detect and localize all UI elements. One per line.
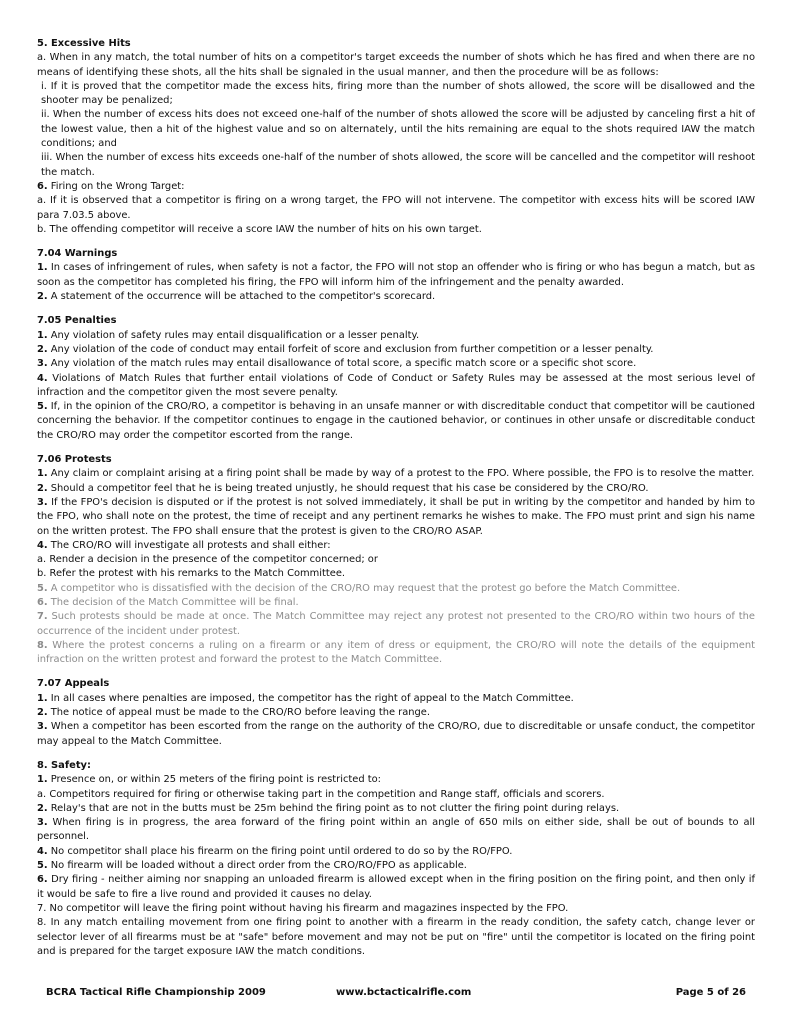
- section: [37, 247, 755, 304]
- paragraph-text: a. If it is observed that a competitor is firing on a wrong target, the FPO will not intervene. The competitor with excess hits will be scored IAW para 7.03.5 above.: [37, 195, 755, 221]
- item-number: 4.: [37, 845, 48, 857]
- paragraph: [37, 223, 755, 237]
- section-heading: 8. Safety:: [37, 759, 91, 771]
- item-number: 1.: [37, 329, 48, 341]
- item-number: 2.: [37, 291, 48, 303]
- paragraph: [37, 372, 755, 401]
- paragraph: [37, 482, 755, 496]
- paragraph-text: In cases of infringement of rules, when safety is not a factor, the FPO will not stop an offender who is firing or who has begun a match, but as soon as the competitor has completed his firing, the FPO will inform him of the infringement and the penalty awarded.: [37, 262, 755, 288]
- paragraph-text: a. Render a decision in the presence of the competitor concerned; or: [37, 554, 378, 566]
- section-heading: 7.05 Penalties: [37, 315, 117, 327]
- paragraph-text: The decision of the Match Committee will be final.: [47, 596, 299, 608]
- item-number: 5.: [37, 860, 48, 872]
- paragraph: [37, 261, 755, 290]
- paragraph-text: If the FPO's decision is disputed or if the protest is not solved immediately, it shall be put in writing by the competitor and handed by him to the FPO, who shall note on the protest, the time of receipt and any pertinent remarks he wishes to make. The FPO must print and sign his name on the written protest. The FPO shall ensure that the protest is given to the CRO/RO ASAP.: [37, 496, 755, 537]
- paragraph-text: b. The offending competitor will receive a score IAW the number of hits on his own target.: [37, 223, 482, 235]
- footer-title: BCRA Tactical Rifle Championship 2009: [46, 987, 266, 998]
- paragraph: [37, 596, 755, 610]
- paragraph-text: If, in the opinion of the CRO/RO, a competitor is behaving in an unsafe manner or with discreditable conduct that competitor will be cautioned concerning the behavior. If the competitor continues to engage in the cautioned behavior, or continues in other unsafe or discreditable conduct the CRO/RO may order the competitor escorted from the range.: [37, 401, 755, 441]
- paragraph: [37, 467, 755, 481]
- paragraph: [37, 845, 755, 859]
- paragraph-text: ii. When the number of excess hits does not exceed one-half of the number of shots allowed the score will be adjusted by canceling first a hit of the lowest value, then a hit of the highest value and so on alternately, until the hits remaining are equal to the shots required IAW the match conditions; and: [41, 109, 755, 150]
- paragraph: [37, 496, 755, 539]
- paragraph-text: a. Competitors required for firing or otherwise taking part in the competition and Range staff, officials and scorers.: [37, 788, 605, 800]
- paragraph-text: In any match entailing movement from one firing point to another with a firearm in the ready condition, the safety catch, change lever or selector lever of all firearms must be at "safe" before movement and may not be put on "fire" until the competitor is located on the firing point and is prepared for the target exposure IAW the match conditions.: [37, 917, 755, 957]
- paragraph: [37, 108, 755, 151]
- paragraph-text: iii. When the number of excess hits exceeds one-half of the number of shots allowed, the score will be cancelled and the competitor will reshoot the match.: [41, 152, 755, 178]
- paragraph-text: Such protests should be made at once. The Match Committee may reject any protest not presented to the CRO/RO within two hours of the occurrence of the incident under protest.: [37, 611, 755, 637]
- paragraph: [37, 773, 755, 787]
- paragraph: [37, 180, 755, 194]
- paragraph-text: A statement of the occurrence will be attached to the competitor's scorecard.: [47, 291, 436, 303]
- section: [37, 677, 755, 748]
- item-number: 6.: [37, 596, 48, 608]
- paragraph: [37, 916, 755, 959]
- paragraph-text: The CRO/RO will investigate all protests and shall either:: [47, 539, 331, 551]
- page-footer: [46, 987, 746, 1003]
- paragraph: [37, 582, 755, 596]
- item-number: 5.: [37, 582, 48, 594]
- paragraph: [37, 802, 755, 816]
- item-number: 8.: [37, 639, 48, 651]
- paragraph: [37, 902, 755, 916]
- item-number: 3.: [37, 496, 48, 508]
- paragraph: [37, 80, 755, 109]
- footer-page-number: Page 5 of 26: [675, 987, 746, 998]
- paragraph: [37, 859, 755, 873]
- paragraph-text: Any violation of the match rules may entail disallowance of total score, a specific match score or a specific shot score.: [47, 358, 637, 370]
- paragraph-text: The notice of appeal must be made to the CRO/RO before leaving the range.: [47, 707, 431, 719]
- paragraph-text: Dry firing - neither aiming nor snapping an unloaded firearm is allowed except when in the firing position on the firing point, and then only if it would be safe to fire a live round and provided it causes no delay.: [37, 874, 755, 900]
- section: [37, 314, 755, 443]
- item-number: 2.: [37, 482, 48, 494]
- paragraph: [37, 400, 755, 443]
- section: [37, 759, 755, 959]
- section: [37, 453, 755, 667]
- paragraph-text: When firing is in progress, the area forward of the firing point within an angle of 650 mils on either side, shall be out of bounds to all personnel.: [37, 817, 755, 843]
- item-number: 3.: [37, 721, 48, 733]
- item-number: 2.: [37, 343, 48, 355]
- paragraph: [37, 357, 755, 371]
- paragraph-text: a. When in any match, the total number of hits on a competitor's target exceeds the number of shots which he has fired and when there are no means of identifying these shots, all the hits shall be signaled in the usual manner, and then the procedure will be as follows:: [37, 52, 755, 78]
- item-number: 4.: [37, 539, 48, 551]
- item-number: 1.: [37, 262, 48, 274]
- item-number: 1.: [37, 468, 48, 480]
- paragraph: [37, 567, 755, 581]
- section-heading: 5. Excessive Hits: [37, 38, 131, 49]
- paragraph-text: A competitor who is dissatisfied with the decision of the CRO/RO may request that the protest go before the Match Committee.: [47, 582, 681, 594]
- paragraph-text: b. Refer the protest with his remarks to the Match Committee.: [37, 568, 346, 580]
- document-body: [37, 37, 755, 959]
- paragraph: [37, 788, 755, 802]
- item-number: 1.: [37, 692, 48, 704]
- paragraph-text: No competitor shall place his firearm on the firing point until ordered to do so by the RO/FPO.: [47, 845, 513, 857]
- paragraph: [37, 194, 755, 223]
- paragraph: [37, 816, 755, 845]
- paragraph-text: i. If it is proved that the competitor made the excess hits, firing more than the number of shots allowed, the score will be disallowed and the shooter may be penalized;: [41, 80, 755, 107]
- paragraph-text: Relay's that are not in the butts must be 25m behind the firing point as to not clutter the firing point during relays.: [47, 802, 620, 814]
- paragraph: [37, 539, 755, 553]
- paragraph: [37, 290, 755, 304]
- paragraph-text: Any claim or complaint arising at a firing point shall be made by way of a protest to the FPO. Where possible, the FPO is to resolve the matter.: [47, 468, 755, 480]
- section-heading: 7.04 Warnings: [37, 248, 118, 260]
- paragraph: [37, 610, 755, 639]
- item-number: 6.: [37, 180, 48, 192]
- paragraph: [37, 720, 755, 749]
- paragraph: [37, 639, 755, 668]
- paragraph-text: No firearm will be loaded without a direct order from the CRO/RO/FPO as applicable.: [47, 860, 467, 872]
- paragraph: [37, 329, 755, 343]
- item-number: 5.: [37, 401, 48, 413]
- paragraph: [37, 343, 755, 357]
- section-heading: 7.06 Protests: [37, 454, 112, 466]
- section: [37, 37, 755, 237]
- item-number: 4.: [37, 372, 48, 384]
- item-number: 1.: [37, 774, 48, 786]
- item-number: 6.: [37, 874, 48, 886]
- paragraph-text: Where the protest concerns a ruling on a firearm or any item of dress or equipment, the CRO/RO will note the details of the equipment infraction on the written protest and forward the protest to the Match Committee.: [37, 639, 755, 666]
- paragraph: [37, 151, 755, 180]
- item-number: 7.: [37, 611, 48, 623]
- item-number: 3.: [37, 817, 48, 829]
- paragraph: [37, 553, 755, 567]
- paragraph: [37, 873, 755, 902]
- paragraph: [37, 706, 755, 720]
- paragraph-text: Any violation of the code of conduct may entail forfeit of score and exclusion from further competition or a lesser penalty.: [47, 343, 654, 355]
- section-heading: 7.07 Appeals: [37, 678, 110, 690]
- paragraph-text: In all cases where penalties are imposed, the competitor has the right of appeal to the Match Committee.: [47, 692, 574, 704]
- item-number: 2.: [37, 707, 48, 719]
- item-number: 2.: [37, 802, 48, 814]
- paragraph: [37, 51, 755, 80]
- paragraph-text: Violations of Match Rules that further entail violations of Code of Conduct or Safety Rules may be assessed at the most serious level of infraction and the competitor given the most severe penalty.: [37, 372, 755, 398]
- paragraph-text: Presence on, or within 25 meters of the firing point is restricted to:: [47, 774, 381, 786]
- paragraph-text: When a competitor has been escorted from the range on the authority of the CRO/RO, due to discreditable or unsafe conduct, the competitor may appeal to the Match Committee.: [37, 721, 755, 747]
- paragraph-text: Firing on the Wrong Target:: [47, 180, 185, 192]
- item-number: 3.: [37, 358, 48, 370]
- item-number: 7.: [37, 902, 47, 914]
- item-number: 8.: [37, 917, 47, 929]
- paragraph-text: No competitor will leave the firing point without having his firearm and magazines inspected by the FPO.: [46, 902, 569, 914]
- paragraph-text: Should a competitor feel that he is being treated unjustly, he should request that his case be considered by the CRO/RO.: [47, 482, 649, 494]
- paragraph: [37, 692, 755, 706]
- footer-website: www.bctacticalrifle.com: [336, 987, 472, 998]
- paragraph-text: Any violation of safety rules may entail disqualification or a lesser penalty.: [47, 329, 420, 341]
